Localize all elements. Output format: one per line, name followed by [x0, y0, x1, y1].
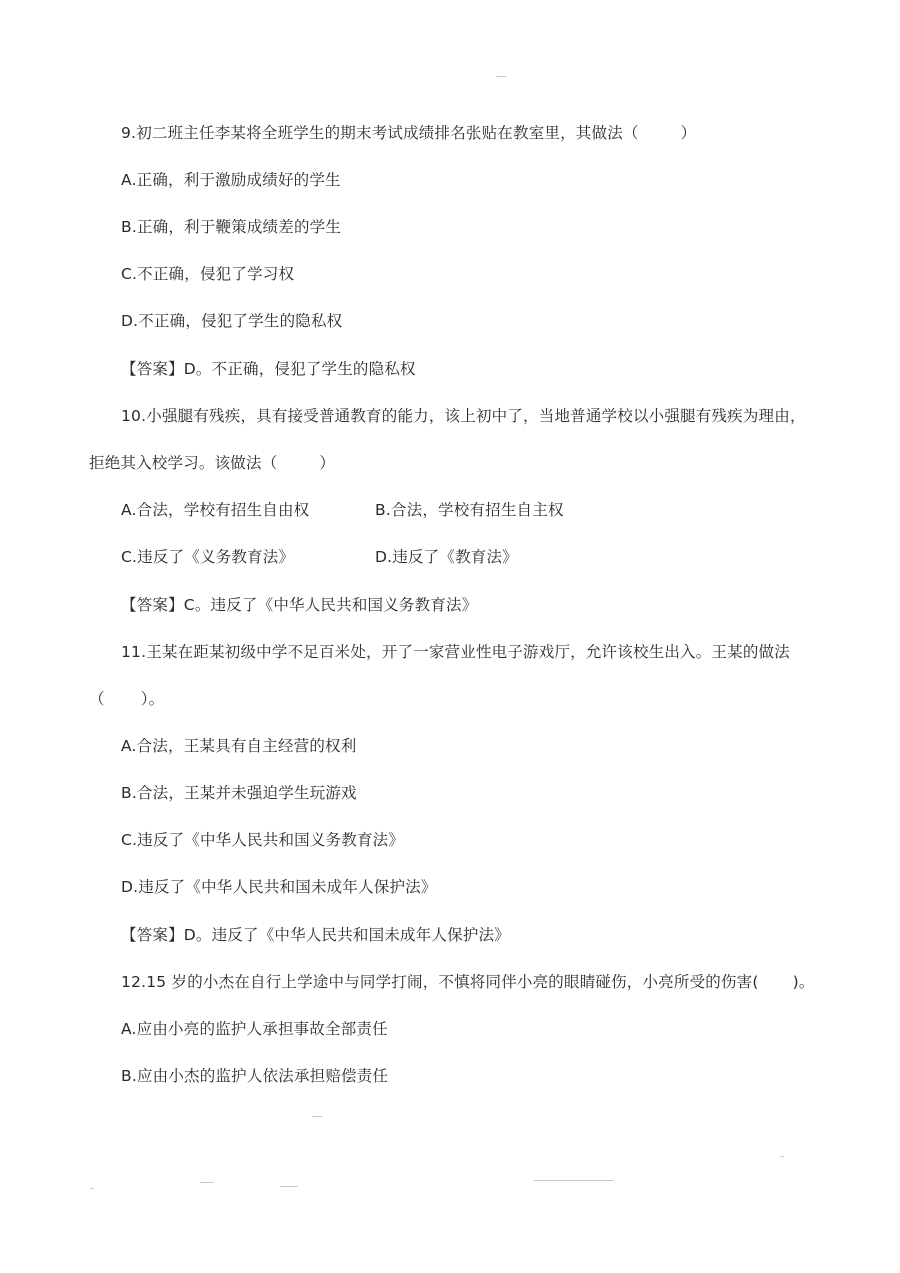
question-10-option-c: C.违反了《义务教育法》 — [121, 548, 295, 566]
question-10-option-a: A.合法，学校有招生自由权 — [121, 501, 310, 519]
question-10-option-b: B.合法，学校有招生自主权 — [375, 501, 564, 519]
question-10-stem: 10.小强腿有残疾，具有接受普通教育的能力，该上初中了，当地普通学校以小强腿有残疾为理由， — [121, 407, 806, 425]
scan-speck — [200, 1182, 214, 1183]
question-11-option-c: C.违反了《中华人民共和国义务教育法》 — [121, 831, 405, 849]
question-12-option-a: A.应由小亮的监护人承担事故全部责任 — [121, 1020, 388, 1038]
question-9-option-a: A.正确，利于激励成绩好的学生 — [121, 171, 341, 189]
question-10-stem-continued: 拒绝其入校学习。该做法（ ） — [89, 454, 336, 472]
question-9-option-c: C.不正确，侵犯了学习权 — [121, 265, 295, 283]
question-9-option-d: D.不正确，侵犯了学生的隐私权 — [121, 312, 343, 330]
scan-speck — [780, 1156, 784, 1157]
question-10-option-d: D.违反了《教育法》 — [375, 548, 518, 566]
scan-speck — [496, 76, 506, 77]
scan-speck — [280, 1186, 298, 1187]
question-9-option-b: B.正确，利于鞭策成绩差的学生 — [121, 218, 342, 236]
scan-speck — [534, 1180, 614, 1181]
question-10-answer: 【答案】C。违反了《中华人民共和国义务教育法》 — [121, 596, 478, 614]
question-9-answer: 【答案】D。不正确，侵犯了学生的隐私权 — [121, 360, 416, 378]
scan-speck — [90, 1188, 94, 1189]
question-12-stem: 12.15 岁的小杰在自行上学途中与同学打闹，不慎将同伴小亮的眼睛碰伤，小亮所受的伤害( )。 — [121, 973, 815, 991]
question-11-answer: 【答案】D。违反了《中华人民共和国未成年人保护法》 — [121, 926, 510, 944]
question-11-option-d: D.违反了《中华人民共和国未成年人保护法》 — [121, 878, 437, 896]
question-11-stem-continued: （ ）。 — [89, 690, 165, 708]
question-11-stem: 11.王某在距某初级中学不足百米处，开了一家营业性电子游戏厅，允许该校生出入。王某的做法 — [121, 643, 790, 661]
scan-speck — [312, 1116, 322, 1117]
question-9-stem: 9.初二班主任李某将全班学生的期末考试成绩排名张贴在教室里，其做法（ ） — [121, 124, 697, 142]
question-12-option-b: B.应由小杰的监护人依法承担赔偿责任 — [121, 1067, 389, 1085]
question-11-option-b: B.合法，王某并未强迫学生玩游戏 — [121, 784, 357, 802]
question-11-option-a: A.合法，王某具有自主经营的权利 — [121, 737, 357, 755]
